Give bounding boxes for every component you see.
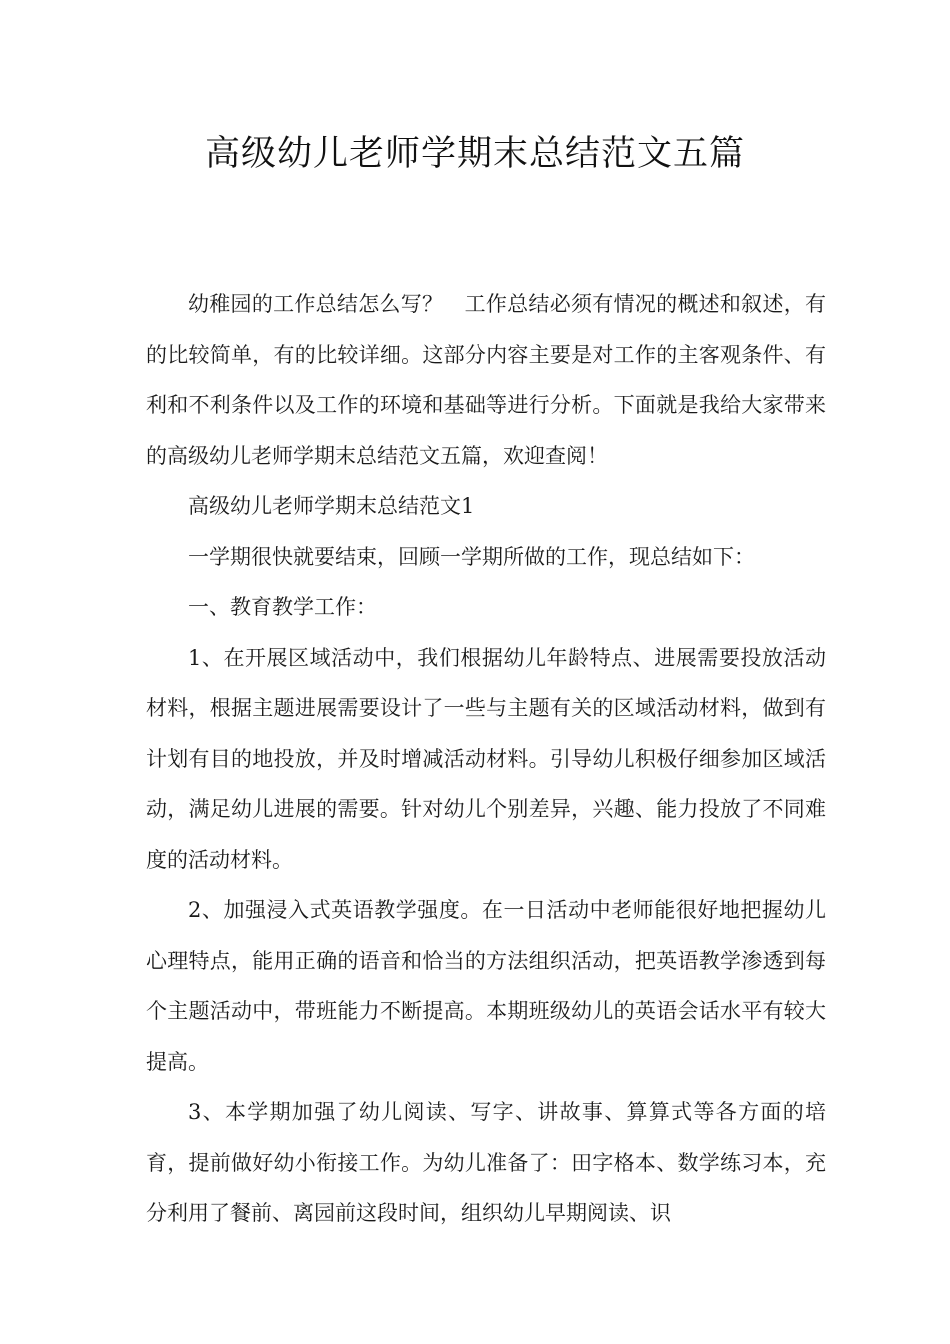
document-body bbox=[146, 279, 826, 1239]
section-heading: 高级幼儿老师学期末总结范文1 bbox=[188, 494, 475, 518]
body-paragraph: 3、本学期加强了幼儿阅读、写字、讲故事、算算式等各方面的培育，提前做好幼小衔接工作。为幼儿准备了：田字格本、数学练习本，充分利用了餐前、离园前这段时间，组织幼儿早期阅读、识 bbox=[146, 1100, 826, 1225]
body-paragraph: 1、在开展区域活动中，我们根据幼儿年龄特点、进展需要投放活动材料，根据主题进展需要设计了一些与主题有关的区域活动材料，做到有计划有目的地投放，并及时增减活动材料。引导幼儿积极仔细参加区域活动，满足幼儿进展的需要。针对幼儿个别差异，兴趣、能力投放了不同难度的活动材料。 bbox=[146, 645, 826, 872]
body-paragraph: 一学期很快就要结束，回顾一学期所做的工作，现总结如下： bbox=[188, 544, 755, 569]
body-paragraph: 2、加强浸入式英语教学强度。在一日活动中老师能很好地把握幼儿心理特点，能用正确的语音和恰当的方法组织活动，把英语教学渗透到每个主题活动中，带班能力不断提高。本期班级幼儿的英语会话水平有较大提高。 bbox=[146, 898, 826, 1074]
document-title: 高级幼儿老师学期末总结范文五篇 bbox=[204, 134, 745, 174]
subheading: 一、教育教学工作： bbox=[188, 595, 377, 619]
intro-paragraph: 幼稚园的工作总结怎么写？ 工作总结必须有情况的概述和叙述，有的比较简单，有的比较详细。这部分内容主要是对工作的主客观条件、有利和不利条件以及工作的环境和基础等进行分析。下面就是我给大家带来的高级幼儿老师学期末总结范文五篇，欢迎查阅！ bbox=[146, 292, 826, 468]
